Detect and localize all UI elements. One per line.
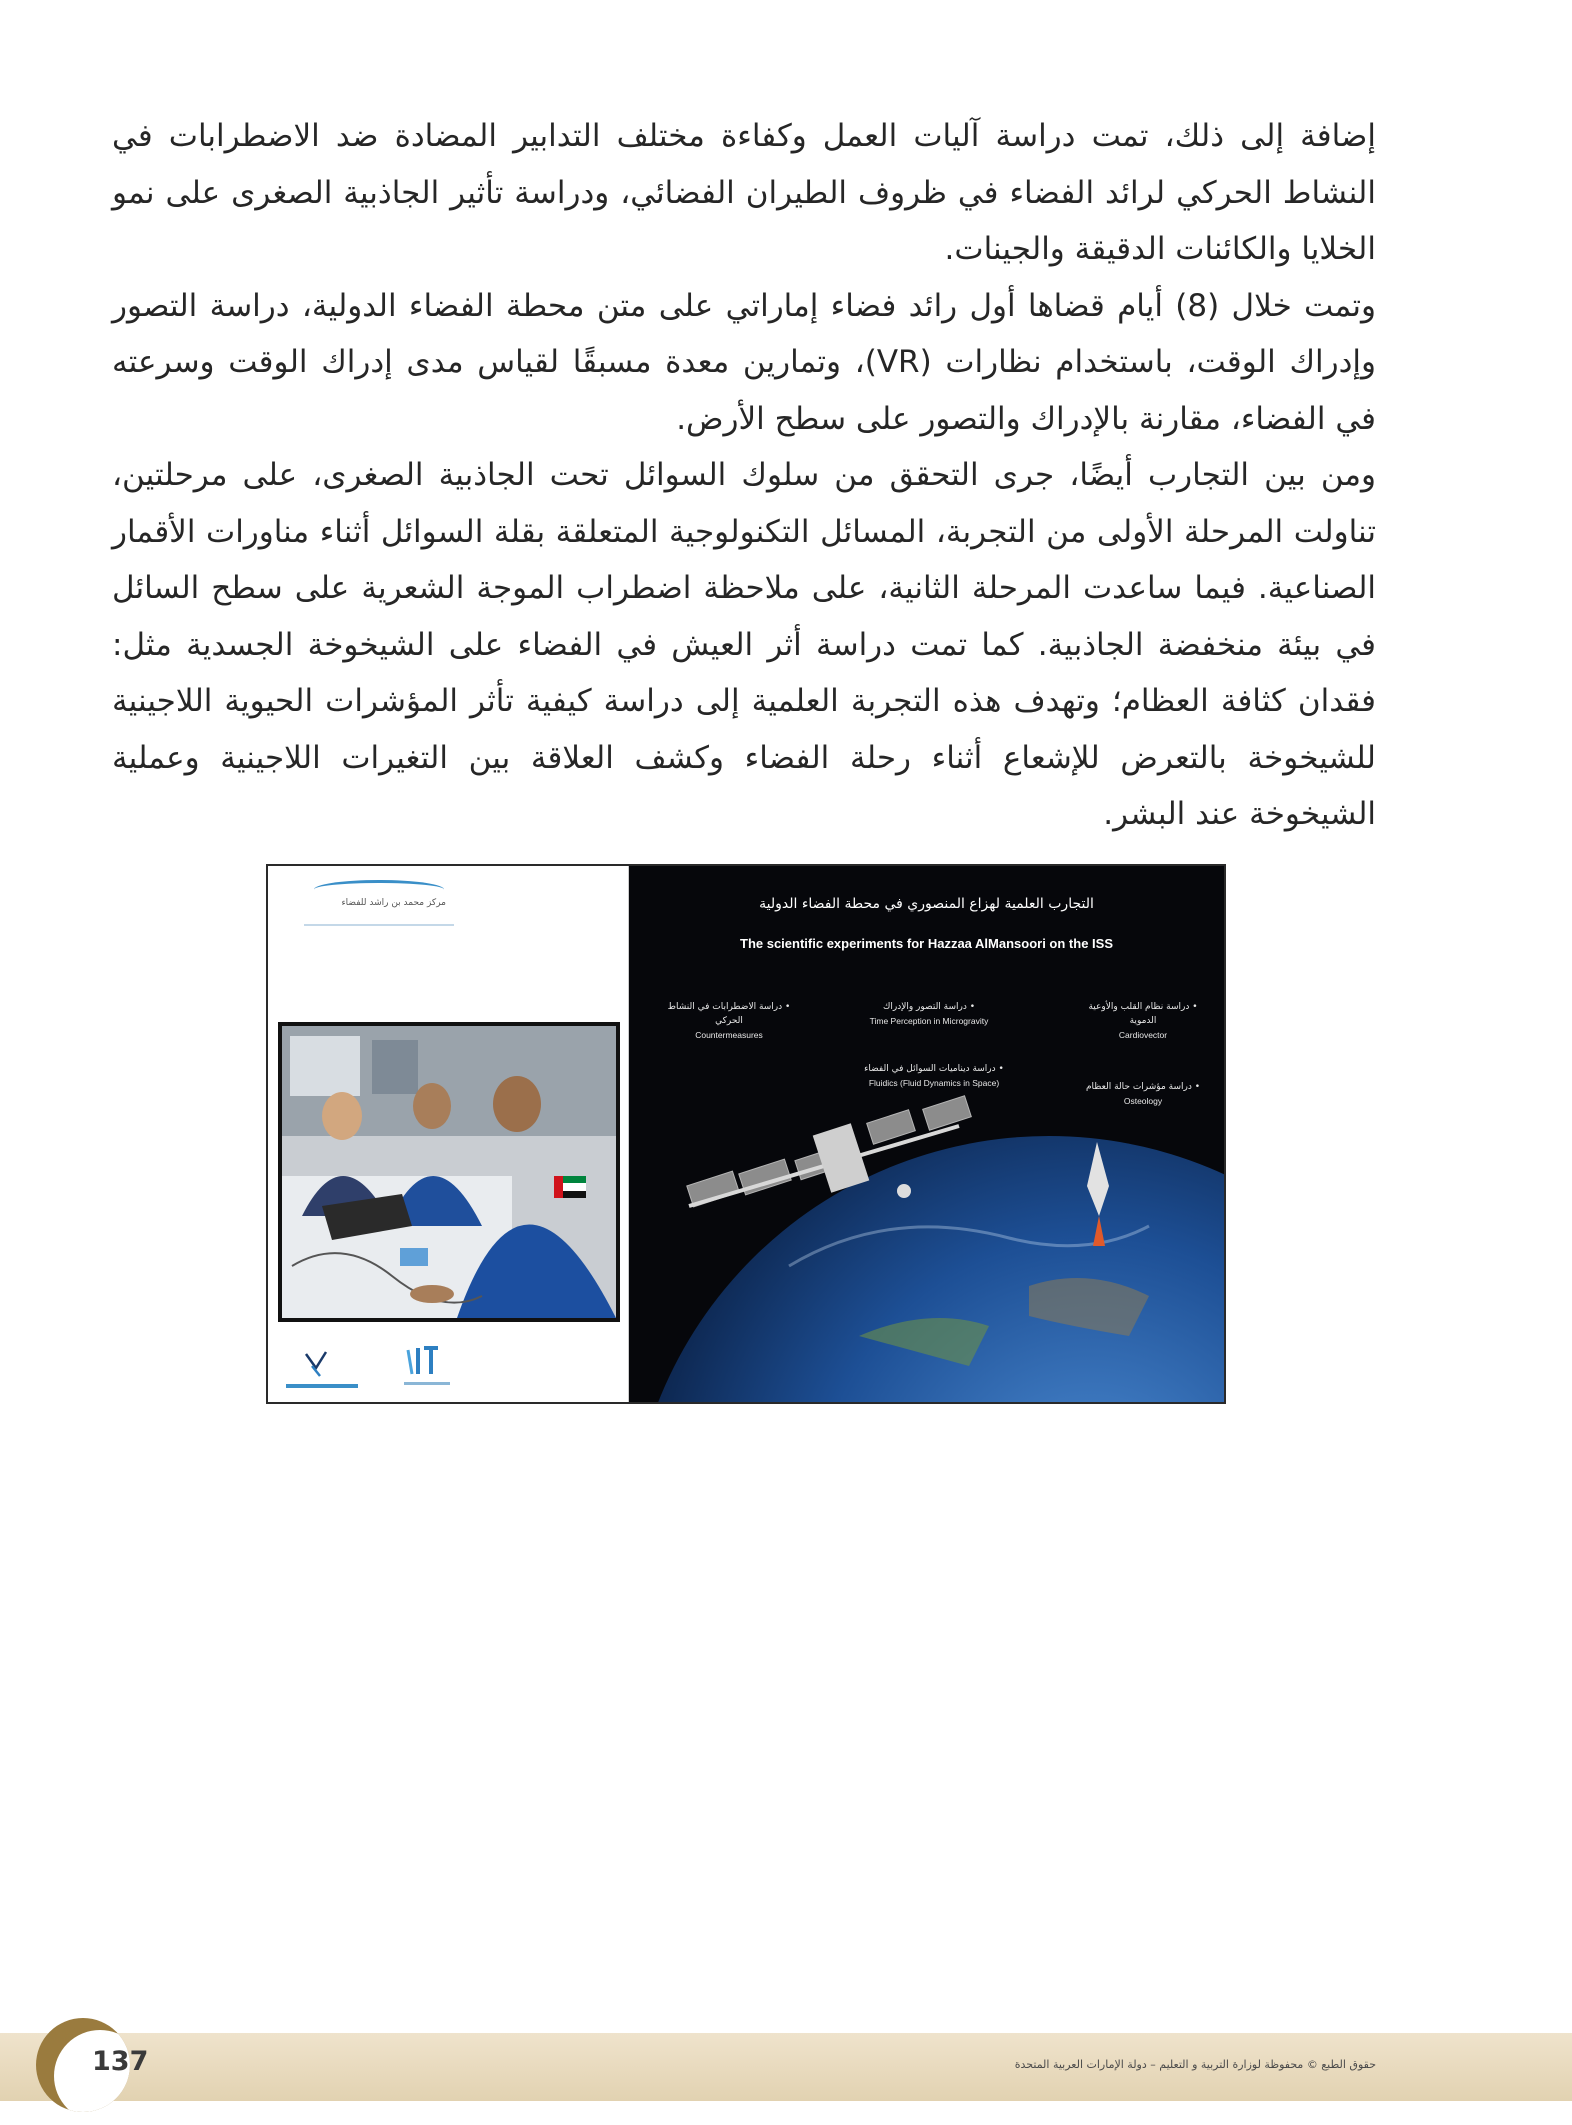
astronaut-photo <box>278 1022 620 1322</box>
figure-title-english: The scientific experiments for Hazzaa AlMansoori on the ISS <box>740 936 1113 951</box>
experiments-figure <box>266 864 1226 1404</box>
paragraph-2: وتمت خلال (8) أيام قضاها أول رائد فضاء إماراتي على متن محطة الفضاء الدولية، دراسة التصور وإدراك الوقت، باستخدام نظارات (VR)، وتمارين معدة مسبقًا لقياس مدى إدراك الوقت وسرعته في الفضاء، مقارنة بالإدراك والتصور على سطح الأرض. <box>112 287 1376 437</box>
experiment-time-perception: • دراسة التصور والإدراك Time Perception in Microgravity <box>869 1002 989 1026</box>
space-centre-logo: مركز محمد بن راشد للفضاء <box>304 880 454 934</box>
copyright-notice: حقوق الطبع © محفوظة لوزارة التربية و التعليم – دولة الإمارات العربية المتحدة <box>1014 2058 1376 2071</box>
experiment-countermeasures: • دراسة الاضطرابات في النشاط الحركي Countermeasures <box>667 1002 791 1040</box>
paragraph-1: إضافة إلى ذلك، تمت دراسة آليات العمل وكفاءة مختلف التدابير المضادة ضد الاضطرابات في النشاط الحركي لرائد الفضاء في ظروف الطيران الفضائي، ودراسة تأثير الجاذبية الصغرى على نمو الخلايا والكائنات الدقيقة والجينات. <box>112 118 1376 267</box>
experiment-cardiovector: • دراسة نظام القلب والأوعية الدموية Cardiovector <box>1088 1002 1198 1040</box>
mbrsc-footer-logo <box>282 1346 362 1394</box>
figure-title-arabic: التجارب العلمية لهزاع المنصوري في محطة الفضاء الدولية <box>759 896 1094 912</box>
figure-right-panel <box>629 866 1224 1402</box>
experiment-fluidics: • دراسة ديناميات السوائل في الفضاء Fluidics (Fluid Dynamics in Space) <box>864 1064 1004 1088</box>
article-body <box>112 108 1376 843</box>
figure-left-panel <box>268 866 629 1402</box>
paragraph-3: ومن بين التجارب أيضًا، جرى التحقق من سلوك السوائل تحت الجاذبية الصغرى، على مرحلتين، تناولت المرحلة الأولى من التجربة، المسائل التكنولوجية المتعلقة بقلة السوائل أثناء مناورات الأقمار الصناعية. فيما ساعدت المرحلة الثانية، على ملاحظة اضطراب الموجة الشعرية على سطح السائل في بيئة منخفضة الجاذبية. كما تمت دراسة أثر العيش في الفضاء على الشيخوخة الجسدية مثل: فقدان كثافة العظام؛ وتهدف هذه التجربة العلمية إلى دراسة كيفية تأثر المؤشرات الحيوية اللاجينية للشيخوخة بالتعرض للإشعاع أثناء رحلة الفضاء وكشف العلاقة بين التغيرات اللاجينية وعملية الشيخوخة عند البشر. <box>112 457 1376 832</box>
experiment-osteology: • دراسة مؤشرات حالة العظام Osteology <box>1085 1082 1201 1106</box>
page-number: 137 <box>92 2046 149 2077</box>
ict-fund-logo <box>398 1342 458 1394</box>
